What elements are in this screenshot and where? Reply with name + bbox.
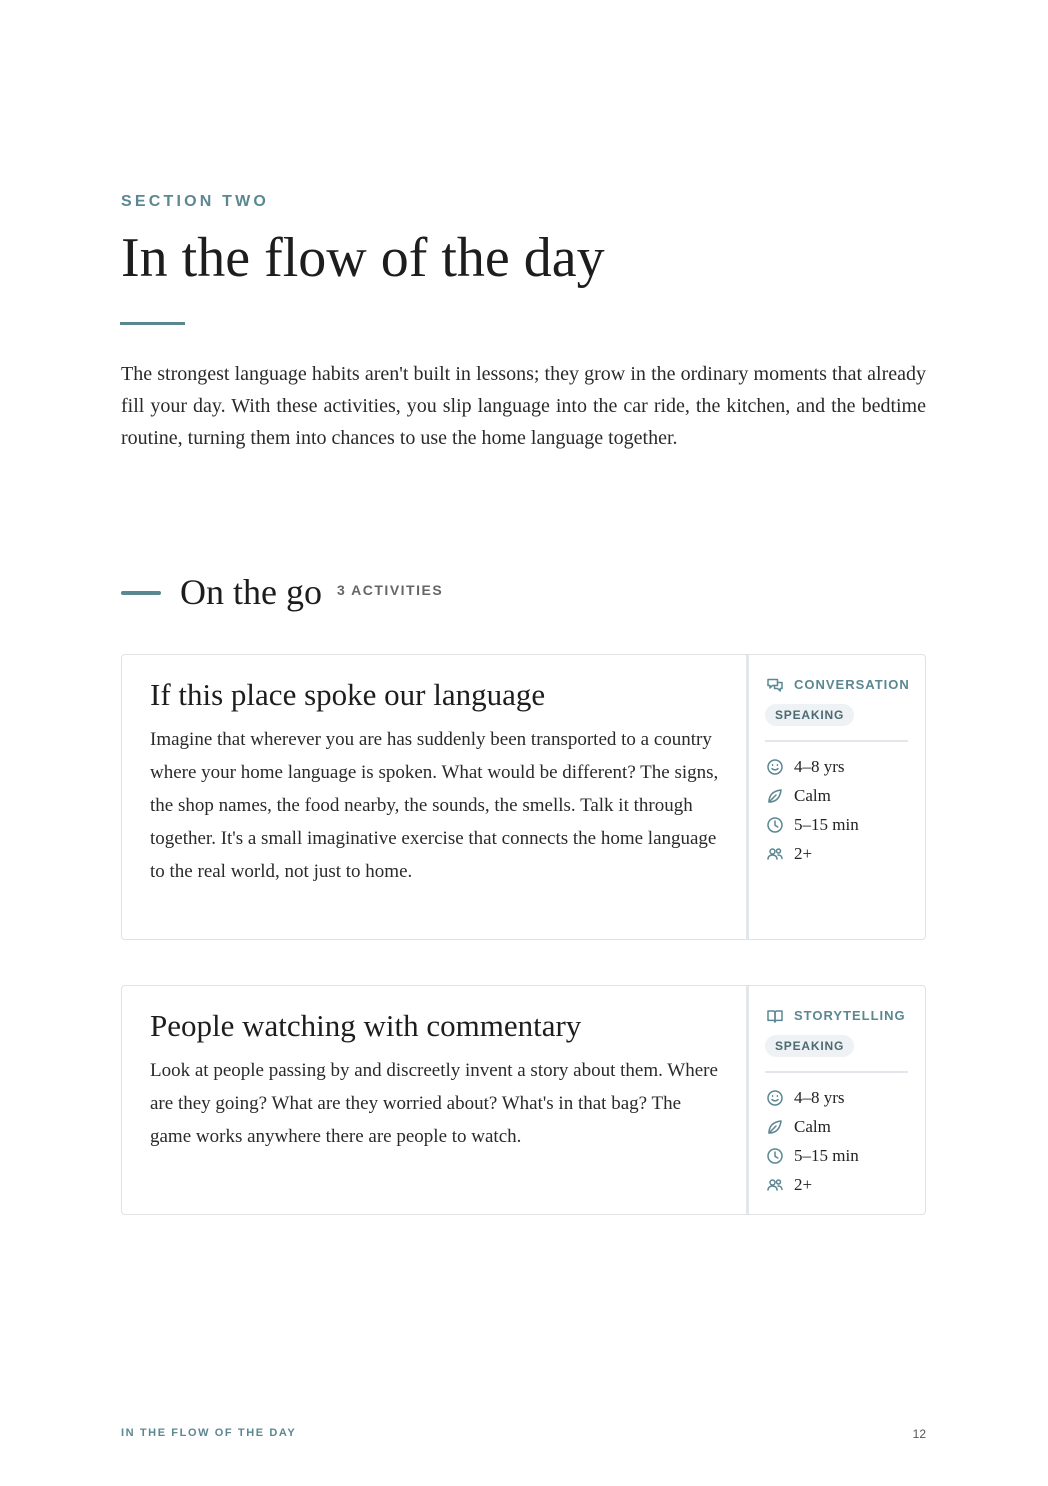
- smiley-face-icon: [766, 1089, 784, 1107]
- open-book-icon: [766, 1007, 784, 1025]
- people-icon: [766, 845, 784, 863]
- smiley-face-icon: [766, 758, 784, 776]
- group-title: On the go: [180, 572, 322, 612]
- category-label: STORYTELLING: [794, 1008, 906, 1023]
- group-header: [121, 566, 926, 622]
- activity-description: Look at people passing by and discreetly invent a story about them. Where are they going? What are they worried about? What's in that bag? The game works anywhere there are people to watch.: [150, 1060, 718, 1147]
- sidebar-divider: [765, 1071, 908, 1073]
- age-range: 4–8 yrs: [794, 1088, 845, 1107]
- page-title: In the flow of the day: [121, 227, 605, 289]
- title-underline: [120, 322, 185, 325]
- category-label: CONVERSATION: [794, 677, 910, 692]
- activity-description: Imagine that wherever you are has suddenly been transported to a country where your home language is spoken. What would be different? The signs, the shop names, the food nearby, the sounds, the smells. Talk it through together. It's a small imaginative exercise that connects the home language to the real world, not just to home.: [150, 729, 719, 882]
- leaf-icon: [766, 787, 784, 805]
- clock-icon: [766, 816, 784, 834]
- leaf-icon: [766, 1118, 784, 1136]
- running-footer-title: IN THE FLOW OF THE DAY: [121, 1427, 297, 1439]
- energy-level: Calm: [794, 1117, 831, 1136]
- speech-bubbles-icon: [766, 676, 784, 694]
- clock-icon: [766, 1147, 784, 1165]
- group-dash: [121, 591, 161, 595]
- duration: 5–15 min: [794, 1146, 859, 1165]
- sidebar-divider: [765, 740, 908, 742]
- age-range: 4–8 yrs: [794, 757, 845, 776]
- activity-sidebar: [749, 655, 925, 939]
- player-count: 2+: [794, 1175, 813, 1194]
- activity-title: People watching with commentary: [150, 1008, 582, 1043]
- activity-main: [122, 655, 746, 939]
- activity-card: [121, 654, 926, 940]
- player-count: 2+: [794, 844, 813, 863]
- group-activity-count: 3 ACTIVITIES: [337, 582, 444, 598]
- skill-badge: SPEAKING: [765, 1035, 854, 1057]
- section-eyebrow: SECTION TWO: [121, 193, 270, 210]
- activity-title: If this place spoke our language: [150, 677, 546, 712]
- skill-badge: SPEAKING: [765, 704, 854, 726]
- activity-main: [122, 986, 746, 1214]
- energy-level: Calm: [794, 786, 831, 805]
- activity-card: [121, 985, 926, 1215]
- intro-paragraph: The strongest language habits aren't built in lessons; they grow in the ordinary moments that already fill your day. With these activities, you slip language into the car ride, the kitchen, and the bedtime routine, turning them into chances to use the home language together.: [121, 363, 926, 449]
- activity-sidebar: [749, 986, 925, 1214]
- people-icon: [766, 1176, 784, 1194]
- duration: 5–15 min: [794, 815, 859, 834]
- page-number: 12: [912, 1427, 926, 1441]
